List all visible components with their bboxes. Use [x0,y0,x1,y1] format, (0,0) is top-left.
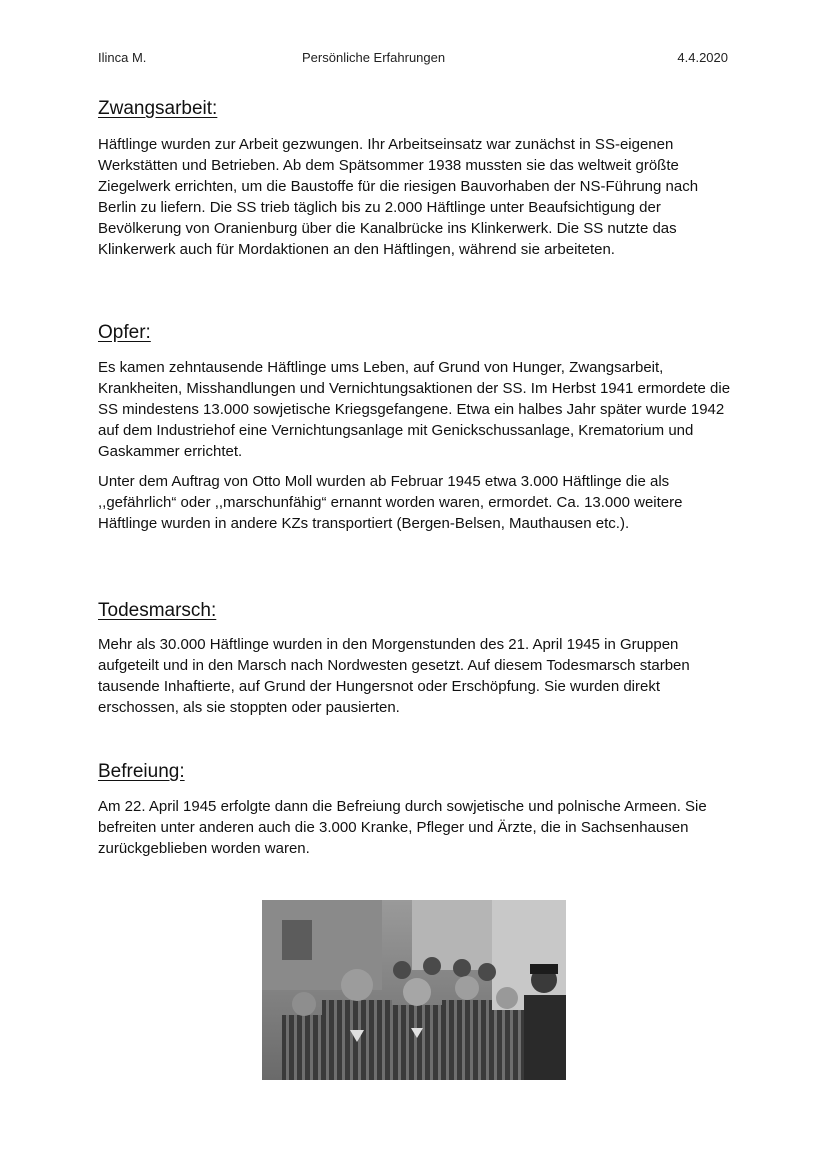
section-heading-todesmarsch: Todesmarsch: [98,600,217,621]
paragraph-opfer-2: Unter dem Auftrag von Otto Moll wurden ab Februar 1945 etwa 3.000 Häftlinge die als ,,gefährlich“ oder ,,marschunfähig“ ernannt worden waren, ermordet. Ca. 13.000 weitere Häftlinge wurden in andere KZs transportiert (Bergen-Belsen, Mauthausen etc.). [98,473,683,532]
header-author: Ilinca M. [98,50,147,65]
section-heading-zwangsarbeit: Zwangsarbeit: [98,98,218,119]
paragraph-todesmarsch: Mehr als 30.000 Häftlinge wurden in den Morgenstunden des 21. April 1945 in Gruppen aufgeteilt und in den Marsch nach Nordwesten gesetzt. Auf diesem Todesmarsch starben tausende Inhaftierte, auf Grund der Hungersnot oder Erschöpfung. Sie wurden direkt erschossen, als sie stoppten oder pausierten. [98,636,690,716]
section-heading-befreiung: Befreiung: [98,761,185,782]
page-header [98,50,728,70]
historical-prisoners-photo [262,900,566,1080]
paragraph-zwangsarbeit: Häftlinge wurden zur Arbeit gezwungen. Ihr Arbeitseinsatz war zunächst in SS-eigenen Werkstätten und Betrieben. Ab dem Spätsommer 1938 mussten sie das weltweit größte Ziegelwerk errichten, um die Baustoffe für die riesigen Bauvorhaben der NS-Führung nach Berlin zu liefern. Die SS trieb täglich bis zu 2.000 Häftlinge unter Beaufsichtigung der Bevölkerung von Oranienburg über die Kanalbrücke ins Klinkerwerk. Die SS nutzte das Klinkerwerk auch für Mordaktionen an den Häftlingen, während sie arbeiteten. [98,136,699,258]
paragraph-befreiung: Am 22. April 1945 erfolgte dann die Befreiung durch sowjetische und polnische Armeen. Sie befreiten unter anderen auch die 3.000 Kranke, Pfleger und Ärzte, die in Sachsenhausen zurückgeblieben worden waren. [98,798,707,857]
header-date: 4.4.2020 [677,50,728,65]
paragraph-opfer-1: Es kamen zehntausende Häftlinge ums Leben, auf Grund von Hunger, Zwangsarbeit, Krankheiten, Misshandlungen und Vernichtungsaktionen der SS. Im Herbst 1941 ermordete die SS mindestens 13.000 sowjetische Kriegsgefangene. Etwa ein halbes Jahr später wurde 1942 auf dem Industriehof eine Vernichtungsanlage mit Genickschussanlage, Krematorium und Gaskammer errichtet. [98,359,731,460]
header-title: Persönliche Erfahrungen [302,50,446,65]
section-heading-opfer: Opfer: [98,322,151,343]
